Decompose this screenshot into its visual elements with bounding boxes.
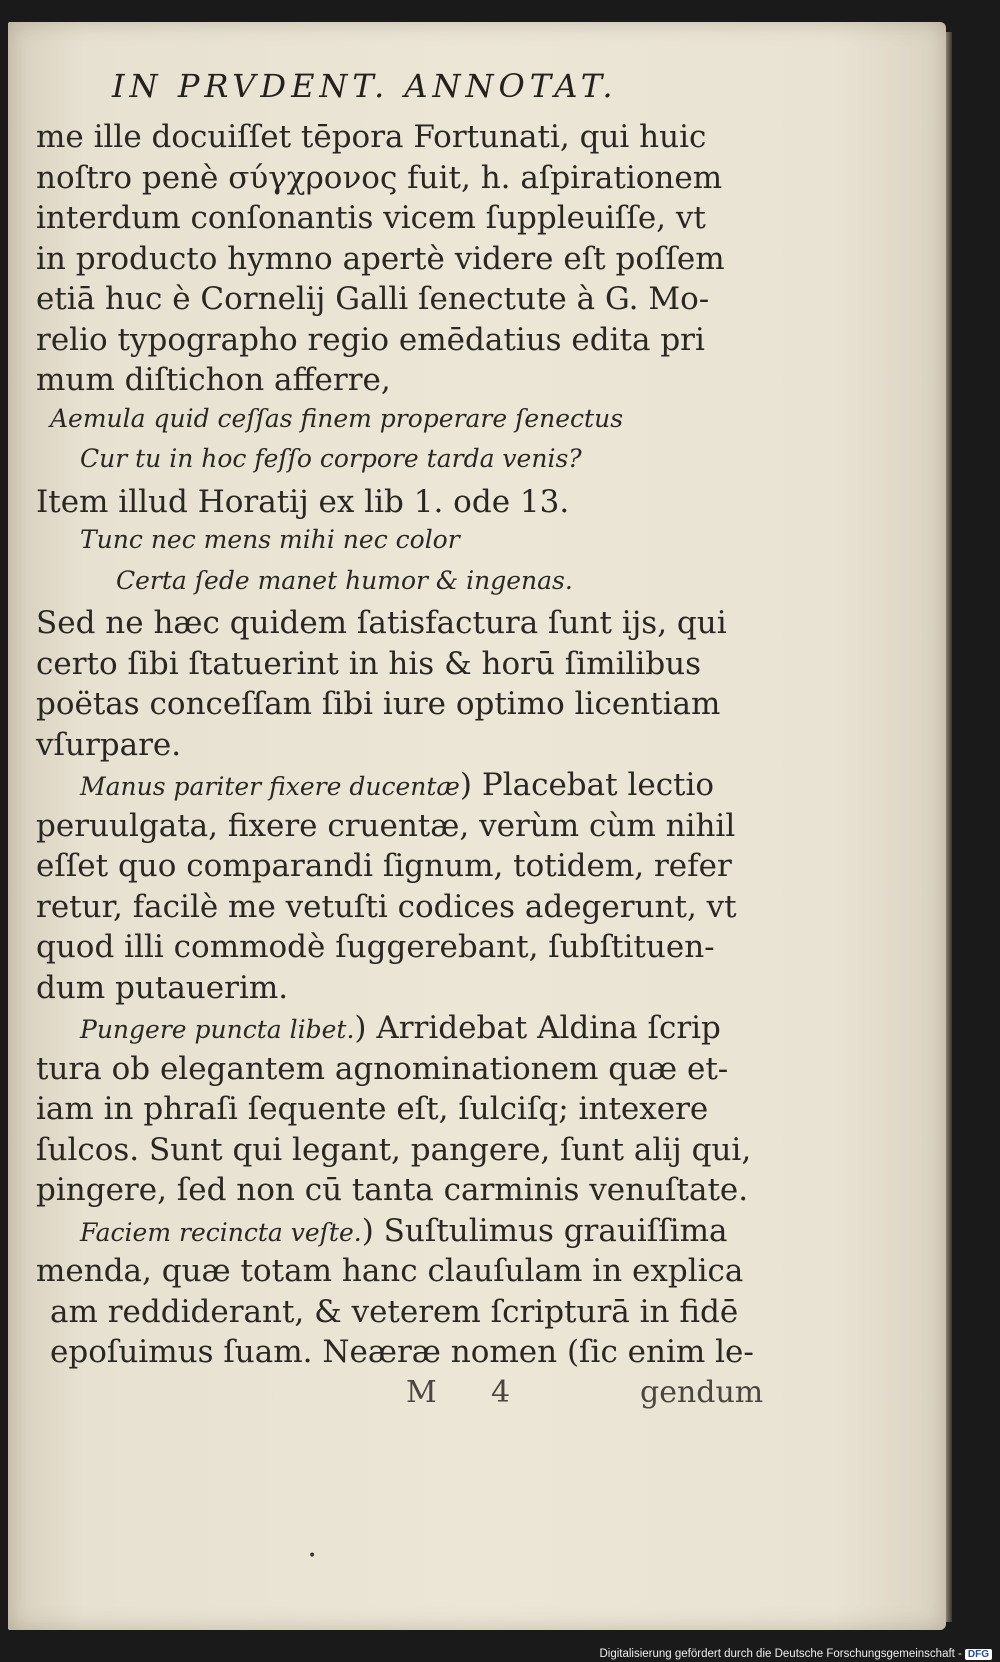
line-text: poëtas conceſſam ſibi iure optimo licentiam xyxy=(36,686,721,722)
verse-line xyxy=(36,403,796,447)
line-text: etiā huc è Cornelij Galli ſenectute à G. Mo- xyxy=(36,281,710,317)
text-line xyxy=(36,807,796,852)
lemma: Faciem recincta veſte. xyxy=(80,1217,362,1247)
line-text: menda, quæ totam hanc clauſulam in explica xyxy=(36,1253,744,1289)
text-block xyxy=(36,67,796,1422)
digitization-credit xyxy=(599,1648,992,1660)
verse-line xyxy=(36,565,796,609)
line-text: quod illi commodè ſuggerebant, ſubſtituen- xyxy=(36,929,715,965)
page-footer xyxy=(36,1374,796,1422)
text-line xyxy=(36,119,796,163)
text-line xyxy=(36,281,796,325)
text-line xyxy=(36,321,796,366)
text-line xyxy=(36,1293,796,1338)
signature-mark: M xyxy=(406,1374,437,1410)
text-line xyxy=(36,726,796,771)
text-line xyxy=(36,888,796,933)
line-text: pingere, ſed non cū tanta carminis venuſtate. xyxy=(36,1172,749,1208)
text-line xyxy=(36,159,796,204)
line-text: certo ſibi ſtatuerint in his & horū ſimilibus xyxy=(36,645,702,682)
line-text: Tunc nec mens mihi nec color xyxy=(80,525,460,554)
lemma: Pungere puncta libet. xyxy=(80,1015,355,1044)
line-text: iam in phraſi ſequente eſt, ſulciſq; intexere xyxy=(36,1091,709,1127)
line-text: in producto hymno apertè videre eſt poſſem xyxy=(36,240,725,277)
line-text: Aemula quid ceſſas finem properare ſenectus xyxy=(50,403,624,433)
lemma: Manus pariter fixere ducentæ xyxy=(80,772,460,801)
text-line xyxy=(36,1091,796,1135)
text-line xyxy=(36,483,796,528)
line-text: Cur tu in hoc feſſo corpore tarda venis? xyxy=(80,444,582,473)
line-text: vſurpare. xyxy=(36,726,182,763)
line-text: dum putauerim. xyxy=(36,969,289,1006)
line-text: me ille docuiſſet tēpora Fortunati, qui huic xyxy=(36,119,707,155)
text-line xyxy=(36,1050,796,1095)
text-line xyxy=(36,605,796,649)
line-text: ) Arridebat Aldina ſcrip xyxy=(354,1010,721,1046)
text-line xyxy=(36,767,796,811)
line-text: interdum conſonantis vicem ſuppleuiſſe, vt xyxy=(36,200,706,236)
book-page xyxy=(8,22,946,1630)
verse-line xyxy=(36,527,796,568)
text-line xyxy=(36,362,796,406)
catchword: gendum xyxy=(640,1374,764,1410)
text-line xyxy=(36,686,796,730)
line-text: noſtro penè σύγχρονος fuit, h. aſpirationem xyxy=(36,159,723,196)
line-text: Item illud Horatij ex lib 1. ode 13. xyxy=(36,483,570,520)
line-text: mum diſtichon afferre, xyxy=(36,362,391,398)
text-line xyxy=(36,1212,796,1257)
line-text: tura ob elegantem agnominationem quæ et- xyxy=(36,1050,729,1087)
running-head: IN PRVDENT. ANNOTAT. xyxy=(112,67,618,105)
verse-line xyxy=(36,446,796,487)
text-line xyxy=(36,240,796,285)
line-text: Sed ne hæc quidem ſatisfactura ſunt ijs, qui xyxy=(36,605,727,641)
text-line xyxy=(36,969,796,1014)
line-text: peruulgata, fixere cruentæ, verùm cùm nihil xyxy=(36,807,736,844)
text-line xyxy=(36,929,796,973)
line-text: ſulcos. Sunt qui legant, pangere, ſunt alij qui, xyxy=(36,1131,752,1168)
page-edge-shadow xyxy=(946,32,952,1622)
text-line xyxy=(36,1010,796,1054)
line-text: epoſuimus ſuam. Neæræ nomen (ſic enim le- xyxy=(50,1334,754,1370)
text-line xyxy=(36,1172,796,1216)
text-line xyxy=(36,1334,796,1378)
dfg-logo: DFG xyxy=(965,1649,992,1660)
page-ornament: • xyxy=(308,1548,317,1564)
text-line xyxy=(36,848,796,892)
text-line xyxy=(36,1131,796,1176)
line-text: Certa ſede manet humor & ingenas. xyxy=(116,565,573,595)
body-lines xyxy=(36,119,796,1378)
text-line xyxy=(36,1253,796,1297)
line-text: ) Suſtulimus grauiſſima xyxy=(361,1212,728,1249)
line-text: eſſet quo comparandi ſignum, totidem, refer xyxy=(36,848,732,884)
text-line xyxy=(36,645,796,690)
credit-text: Digitalisierung gefördert durch die Deutsche Forschungsgemeinschaft - xyxy=(599,1648,962,1660)
signature-number: 4 xyxy=(491,1374,511,1410)
line-text: am reddiderant, & veterem ſcripturā in fidē xyxy=(50,1293,739,1330)
line-text: ) Placebat lectio xyxy=(459,767,715,803)
line-text: retur, facilè me vetuſti codices adegerunt, vt xyxy=(36,888,737,925)
text-line xyxy=(36,200,796,244)
line-text: relio typographo regio emēdatius edita pri xyxy=(36,321,705,358)
